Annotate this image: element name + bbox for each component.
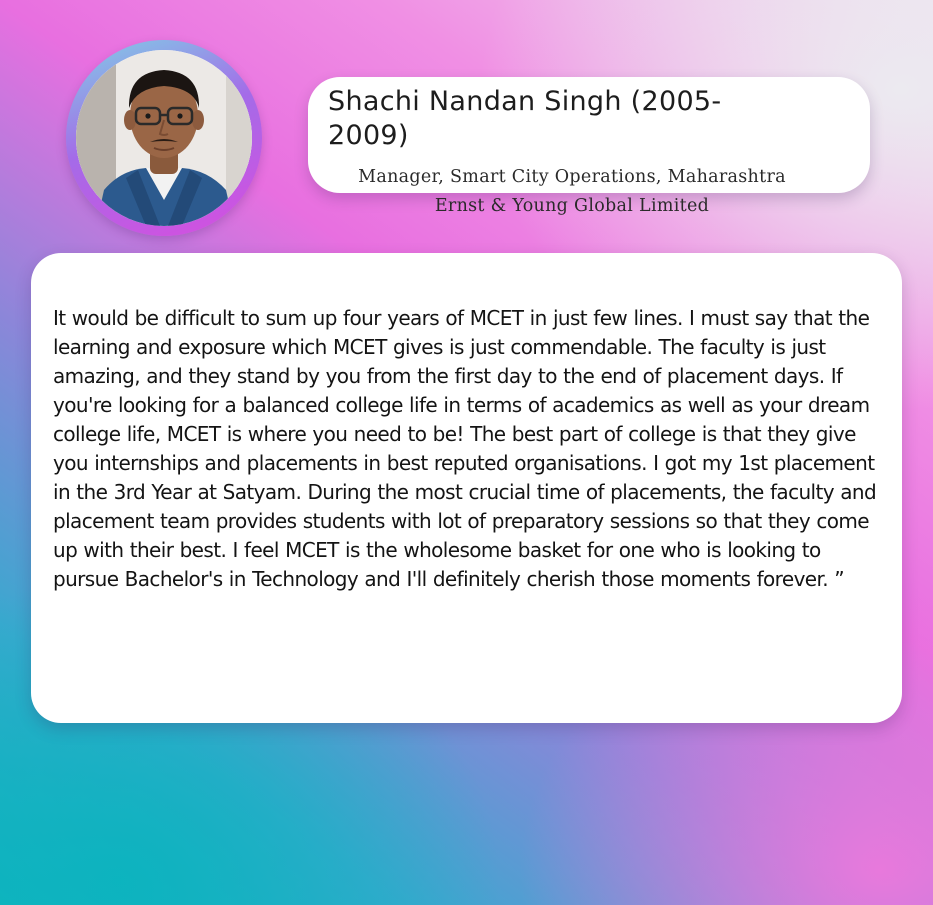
- testimonial-text: It would be difficult to sum up four years of MCET in just few lines. I must say that the learning and exposure which MCET gives is just commendable. The faculty is just amazing, and they stand by you from the first day to the end of placement days. If you're looking for a balanced college life in terms of academics as well as your dream college life, MCET is where you need to be! The best part of college is that they give you internships and placements in best reputed organisations. I got my 1st placement in the 3rd Year at Satyam. During the most crucial time of placements, the faculty and placement team provides students with lot of preparatory sessions so that they come up with their best. I feel MCET is the wholesome basket for one who is looking to pursue Bachelor's in Technology and I'll definitely cherish those moments forever. ”: [53, 306, 877, 591]
- profile-company: Ernst & Young Global Limited: [434, 196, 710, 216]
- avatar: [76, 50, 252, 226]
- profile-role: Manager, Smart City Operations, Maharashtra: [358, 167, 786, 187]
- testimonial-card: [31, 253, 902, 723]
- profile-name: Shachi Nandan Singh (2005-2009): [328, 86, 722, 151]
- avatar-ring: [66, 40, 262, 236]
- person-photo-icon: [76, 50, 252, 226]
- profile-card: [308, 77, 870, 216]
